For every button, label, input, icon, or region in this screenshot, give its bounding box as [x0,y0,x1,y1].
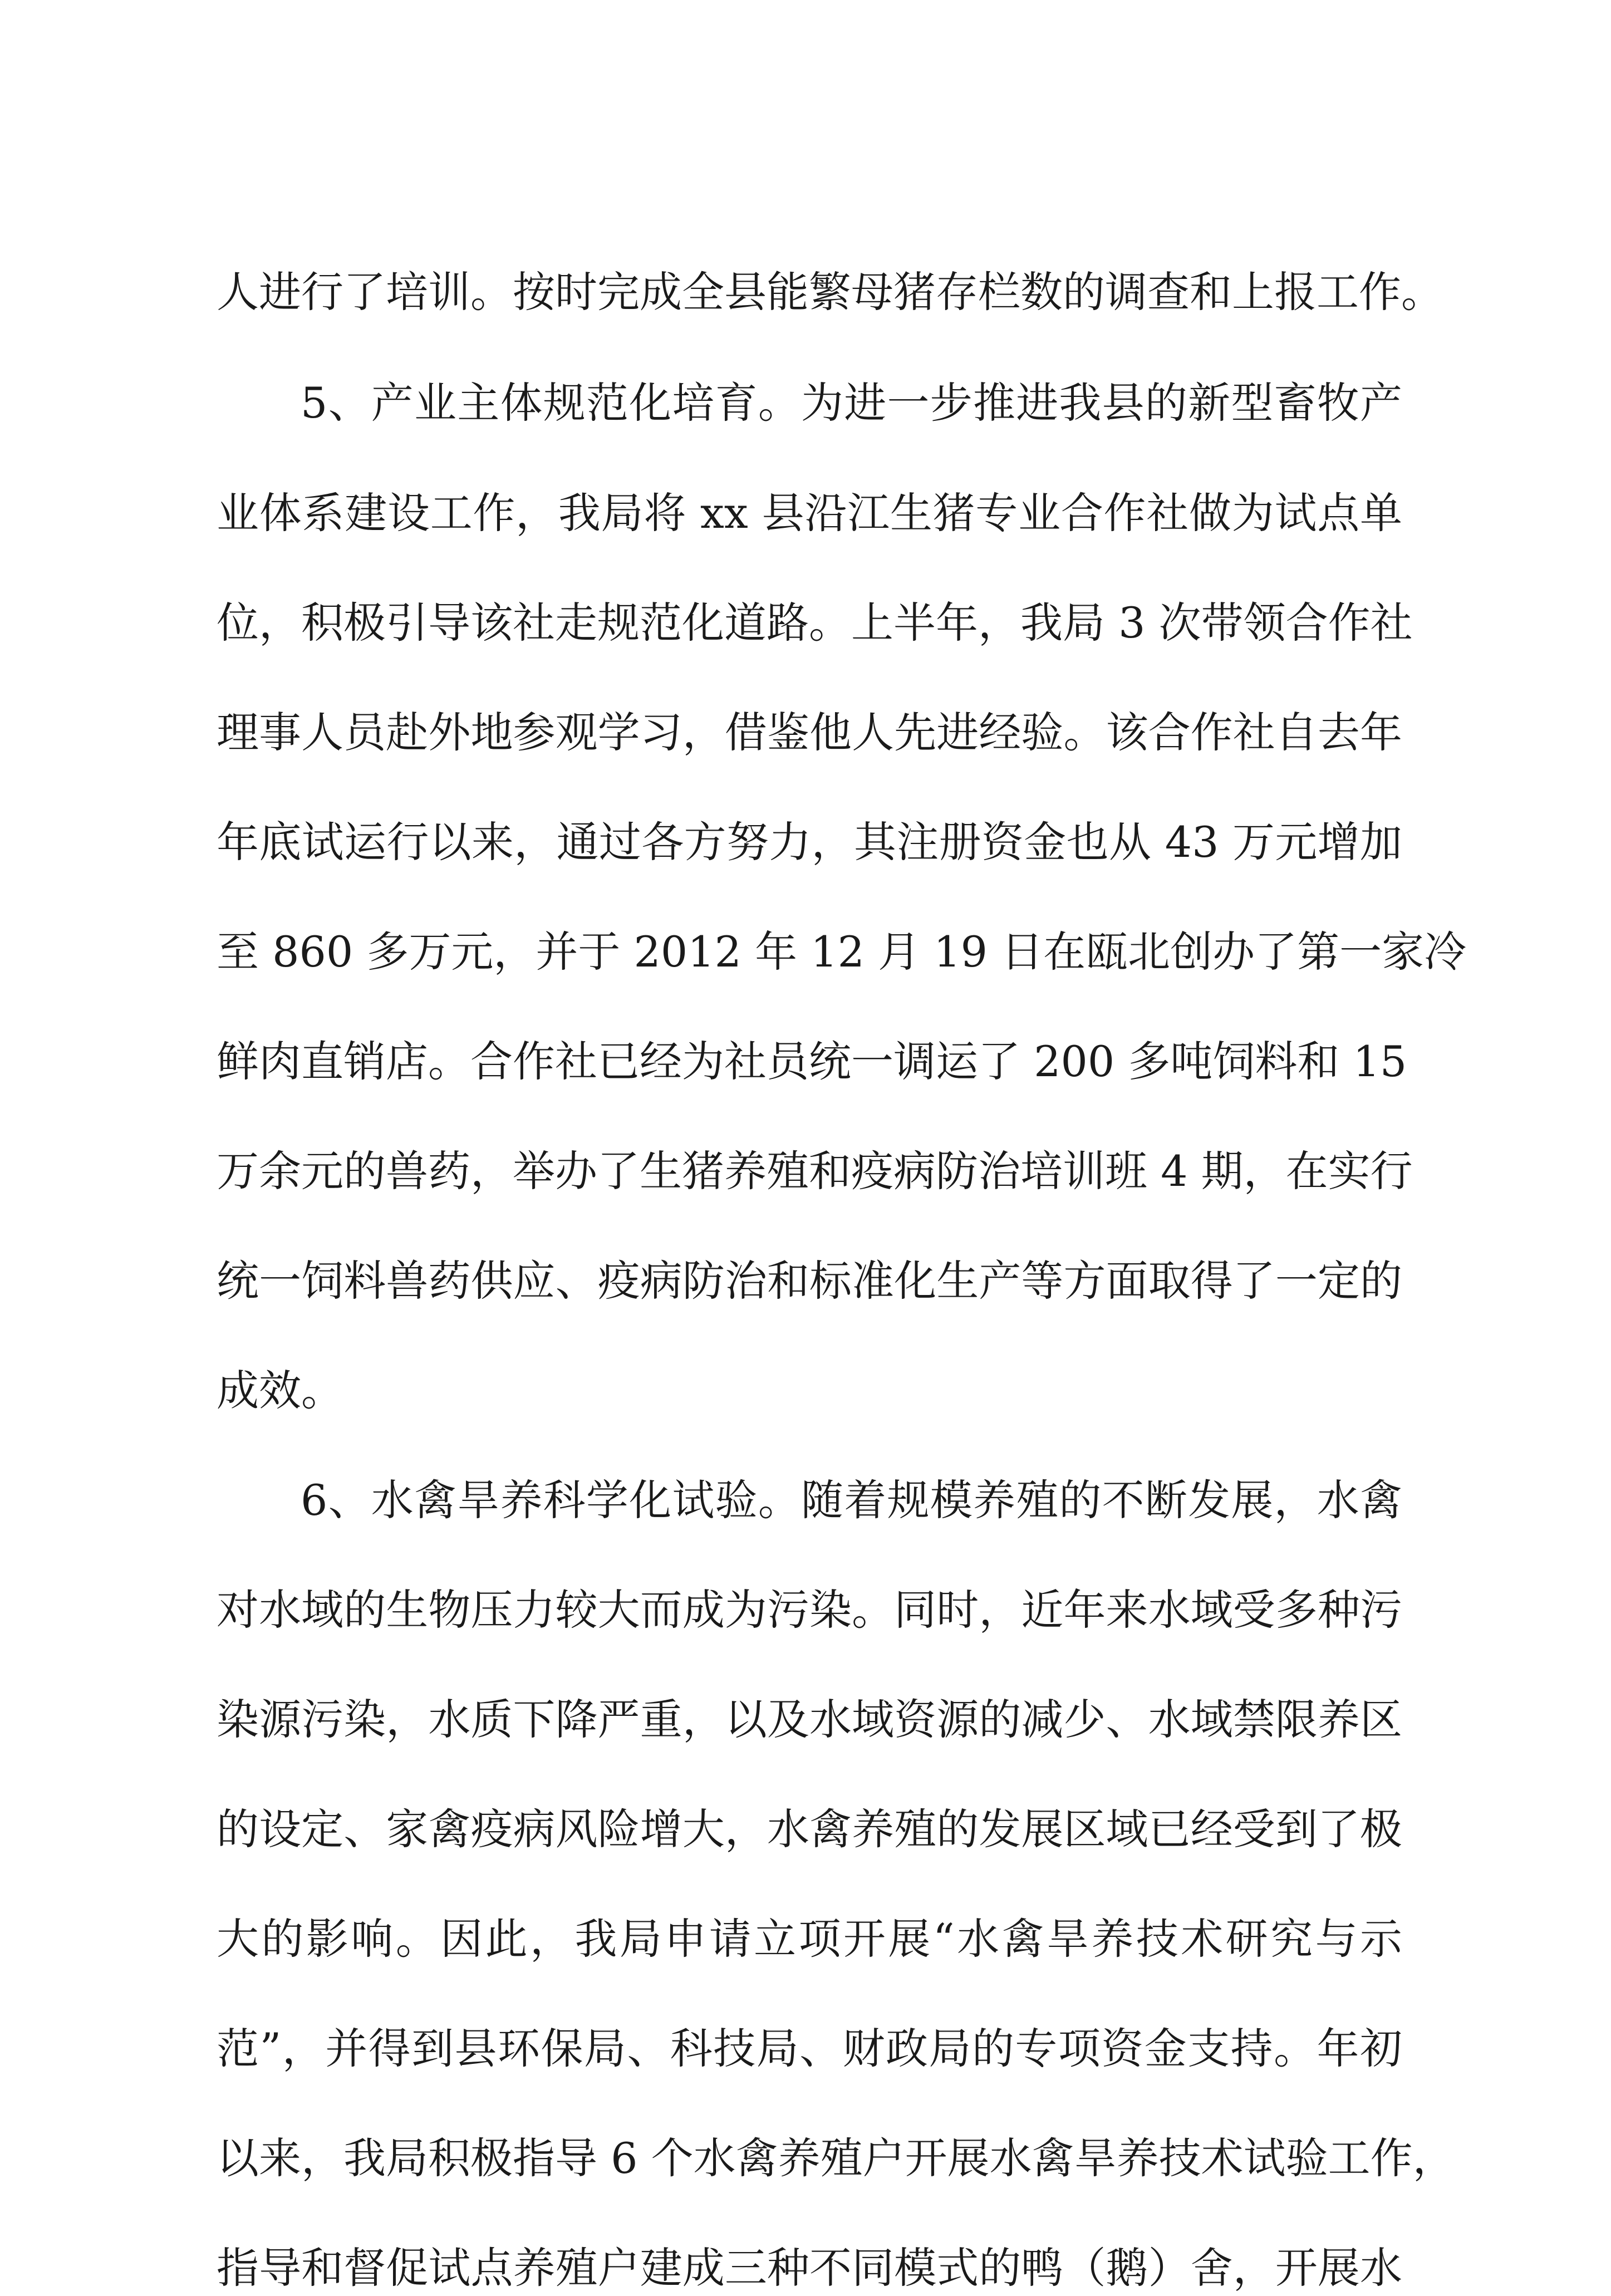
text-line: 染源污染，水质下降严重，以及水域资源的减少、水域禁限养区 [217,1695,1402,1744]
text-line: 以来，我局积极指导 6 个水禽养殖户开展水禽旱养技术试验工作， [217,2133,1455,2183]
text-line: 5、产业主体规范化培育。为进一步推进我县的新型畜牧产 [301,378,1402,428]
text-line: 年底试运行以来，通过各方努力，其注册资金也从 43 万元增加 [217,817,1402,867]
text-line: 对水域的生物压力较大而成为污染。同时，近年来水域受多种污 [217,1585,1402,1635]
text-line: 鲜肉直销店。合作社已经为社员统一调运了 200 多吨饲料和 15 [217,1037,1407,1086]
text-line: 范”，并得到县环保局、科技局、财政局的专项资金支持。年初 [217,2024,1402,2073]
text-line: 6、水禽旱养科学化试验。随着规模养殖的不断发展，水禽 [301,1475,1402,1525]
text-line: 的设定、家禽疫病风险增大，水禽养殖的发展区域已经受到了极 [217,1804,1402,1854]
text-line: 指导和督促试点养殖户建成三种不同模式的鸭（鹅）舍，开展水 [217,2243,1402,2293]
text-line: 大的影响。因此，我局申请立项开展“水禽旱养技术研究与示 [217,1914,1402,1964]
text-line: 统一饲料兽药供应、疫病防治和标准化生产等方面取得了一定的 [217,1256,1402,1306]
text-line: 业体系建设工作，我局将 xx 县沿江生猪专业合作社做为试点单 [217,488,1402,538]
text-line: 成效。 [217,1366,343,1415]
text-line: 人进行了培训。按时完成全县能繁母猪存栏数的调查和上报工作。 [217,267,1443,317]
text-line: 万余元的兽药，举办了生猪养殖和疫病防治培训班 4 期，在实行 [217,1146,1413,1196]
text-line: 理事人员赴外地参观学习，借鉴他人先进经验。该合作社自去年 [217,708,1402,757]
text-line: 位，积极引导该社走规范化道路。上半年，我局 3 次带领合作社 [217,598,1413,647]
text-line: 至 860 多万元，并于 2012 年 12 月 19 日在瓯北创办了第一家冷 [217,927,1467,977]
